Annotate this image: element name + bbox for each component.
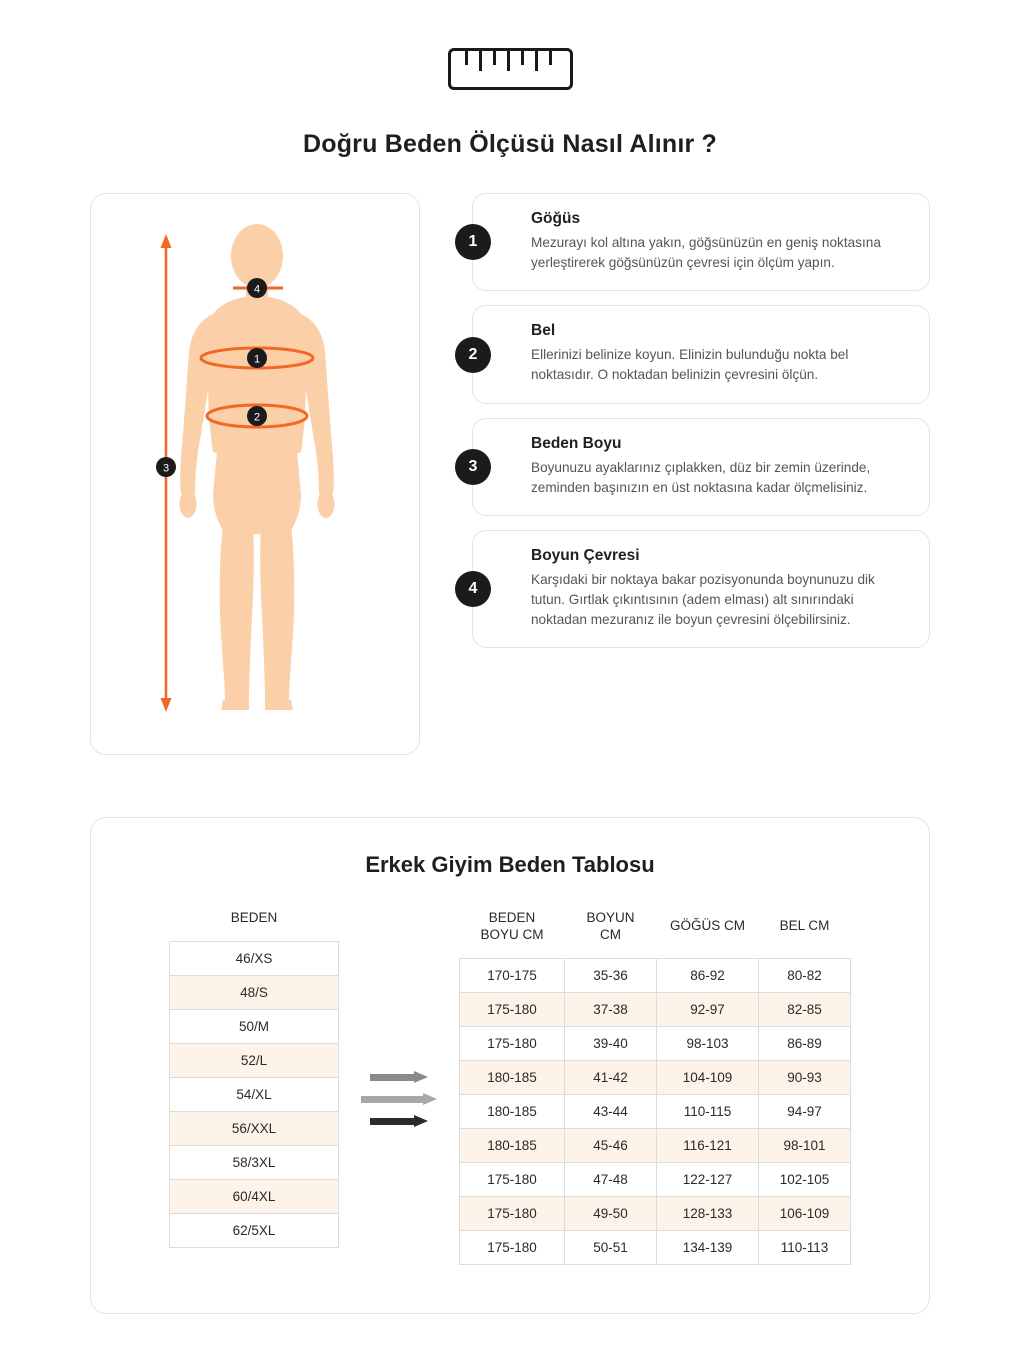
cell: 175-180 [460,1196,565,1230]
cell: 128-133 [657,1196,759,1230]
ruler-icon [448,48,573,90]
step-title: Bel [531,322,556,340]
cell: 170-175 [460,958,565,992]
cell: 180-185 [460,1128,565,1162]
size-table-left-body [170,941,339,1247]
svg-text:2: 2 [253,411,261,424]
column-header-bel: BEL CM [779,918,830,934]
cell: 37-38 [565,992,657,1026]
step-item-beden-boyu [468,418,930,516]
table-row [170,1179,339,1213]
step-item-bel [468,305,930,403]
size-table-card [90,817,930,1314]
table-row [170,1077,339,1111]
cell: 175-180 [460,1230,565,1264]
cell: 104-109 [657,1060,759,1094]
cell: 82-85 [759,992,851,1026]
size-cell: 54/XL [170,1077,339,1111]
size-table-left [169,904,339,1248]
table-row [460,992,851,1026]
step-number-badge: 4 [455,571,491,607]
table-row [460,1128,851,1162]
step-title: Beden Boyu [531,434,622,452]
step-title: Göğüs [531,210,581,227]
column-header-boyun: BOYUN CM [586,910,635,942]
header-icon-wrap [0,0,1020,90]
cell: 180-185 [460,1094,565,1128]
svg-text:1: 1 [253,353,261,366]
table-row [170,1043,339,1077]
column-header-beden-boyu: BEDEN BOYU CM [480,910,544,942]
table-row [170,941,339,975]
table-row [460,958,851,992]
cell: 41-42 [565,1060,657,1094]
cell: 49-50 [565,1196,657,1230]
size-cell: 50/M [170,1009,339,1043]
step-text: Mezurayı kol altına yakın, göğsünüzün en geniş noktasına yerleştirerek göğsünüzün çevresi için ölçüm yapın. [531,235,881,270]
cell: 86-92 [657,958,759,992]
step-number-badge: 3 [455,449,491,485]
cell: 110-113 [759,1230,851,1264]
measurement-guide-section [0,159,1020,755]
cell: 175-180 [460,1162,565,1196]
size-cell: 60/4XL [170,1179,339,1213]
size-table-title: Erkek Giyim Beden Tablosu [365,852,655,877]
body-figure-card [90,193,420,755]
cell: 98-103 [657,1026,759,1060]
cell: 43-44 [565,1094,657,1128]
cell: 47-48 [565,1162,657,1196]
cell: 86-89 [759,1026,851,1060]
cell: 92-97 [657,992,759,1026]
step-number-badge: 2 [455,337,491,373]
size-cell: 48/S [170,975,339,1009]
step-text: Karşıdaki bir noktaya bakar pozisyonunda boynunuzu dik tutun. Gırtlak çıkıntısının (adem elması) alt sınırındaki noktadan mezuranız ile boyun çevresini ölçebilirsiniz. [531,572,875,627]
cell: 90-93 [759,1060,851,1094]
cell: 106-109 [759,1196,851,1230]
cell: 134-139 [657,1230,759,1264]
svg-text:4: 4 [253,283,261,296]
size-table-right [459,904,851,1265]
step-item-gogus [468,193,930,291]
cell: 50-51 [565,1230,657,1264]
column-header-beden: BEDEN [230,910,278,925]
cell: 116-121 [657,1128,759,1162]
steps-list [468,193,930,648]
size-cell: 52/L [170,1043,339,1077]
cell: 175-180 [460,992,565,1026]
page-title: Doğru Beden Ölçüsü Nasıl Alınır ? [302,130,718,158]
step-text: Boyunuzu ayaklarınız çıplakken, düz bir zemin üzerinde, zeminden başınızın en üst noktasına kadar ölçmelisiniz. [531,459,871,495]
size-cell: 58/3XL [170,1145,339,1179]
cell: 35-36 [565,958,657,992]
step-item-boyun-cevresi [468,530,930,648]
triple-arrow-right-icon [339,1071,459,1128]
cell: 45-46 [565,1128,657,1162]
cell: 122-127 [657,1162,759,1196]
cell: 98-101 [759,1128,851,1162]
column-header-gogus: GÖĞÜS CM [669,918,745,934]
svg-text:3: 3 [162,462,170,475]
cell: 102-105 [759,1162,851,1196]
cell: 175-180 [460,1026,565,1060]
table-row [460,1162,851,1196]
step-text: Ellerinizi belinize koyun. Elinizin bulunduğu nokta bel noktasıdır. O noktadan belinizin çevresini ölçün. [531,347,849,383]
table-row [170,1009,339,1043]
cell: 110-115 [657,1094,759,1128]
size-cell: 46/XS [170,941,339,975]
cell: 94-97 [759,1094,851,1128]
step-title: Boyun Çevresi [531,547,640,565]
table-row [170,975,339,1009]
body-figure-svg [91,194,421,756]
table-row [170,1213,339,1247]
table-row [170,1111,339,1145]
table-row [170,1145,339,1179]
cell: 80-82 [759,958,851,992]
cell: 180-185 [460,1060,565,1094]
cell: 39-40 [565,1026,657,1060]
size-cell: 56/XXL [170,1111,339,1145]
table-row [460,1094,851,1128]
table-row [460,1230,851,1264]
table-row [460,1196,851,1230]
table-row [460,1026,851,1060]
size-table-right-body [460,958,851,1264]
step-number-badge: 1 [455,224,491,260]
table-row [460,1060,851,1094]
size-cell: 62/5XL [170,1213,339,1247]
